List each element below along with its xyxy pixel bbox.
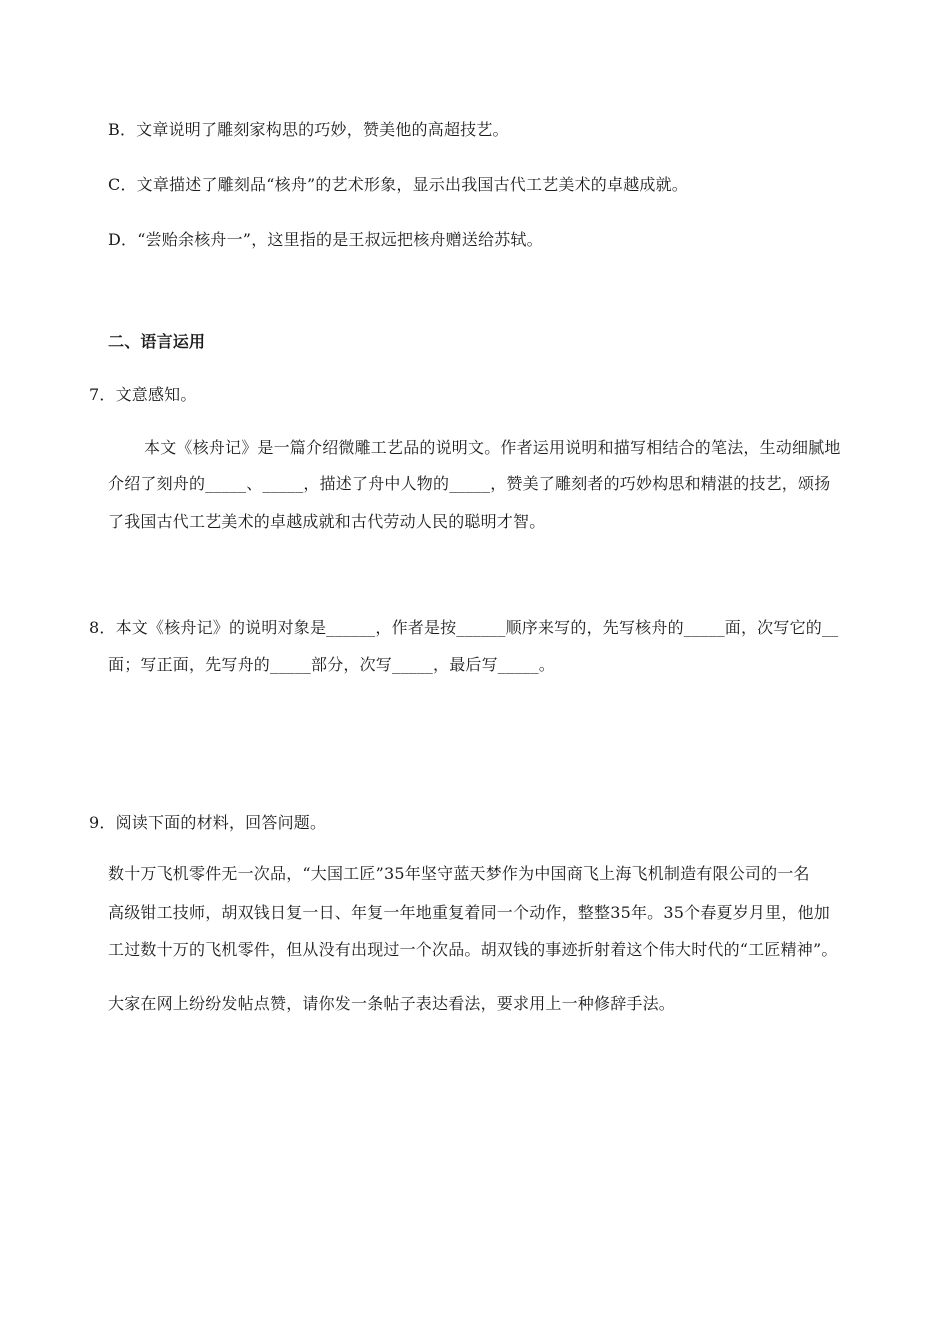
question-9-material-line-1: 数十万飞机零件无一次品，“大国工匠”35年坚守蓝天梦作为中国商飞上海飞机制造有限公司的一名 — [108, 864, 810, 883]
question-9-material-line-3: 工过数十万的飞机零件，但从没有出现过一个次品。胡双钱的事迹折射着这个伟大时代的“工匠精神”。 — [108, 940, 838, 959]
section-heading: 二、语言运用 — [108, 332, 206, 351]
option-d: D．“尝贻余核舟一”，这里指的是王叔远把核舟赠送给苏轼。 — [108, 230, 543, 249]
question-7-title: 7．文意感知。 — [89, 385, 197, 404]
option-c: C．文章描述了雕刻品“核舟”的艺术形象，显示出我国古代工艺美术的卓越成就。 — [108, 175, 689, 194]
question-8-line-1: 8．本文《核舟记》的说明对象是______，作者是按______顺序来写的，先写核舟的_____面，次写它的__ — [89, 618, 839, 637]
question-7-line-2: 介绍了刻舟的_____、_____，描述了舟中人物的_____，赞美了雕刻者的巧妙构思和精湛的技艺，颂扬 — [108, 474, 831, 493]
question-9-title: 9．阅读下面的材料，回答问题。 — [89, 813, 327, 832]
question-7-line-3: 了我国古代工艺美术的卓越成就和古代劳动人民的聪明才智。 — [108, 512, 546, 531]
question-7-line-1: 本文《核舟记》是一篇介绍微雕工艺品的说明文。作者运用说明和描写相结合的笔法，生动细腻地 — [144, 438, 841, 457]
question-9-material-line-2: 高级钳工技师，胡双钱日复一日、年复一年地重复着同一个动作，整整35年。35个春夏岁月里，他加 — [108, 903, 830, 922]
option-b: B．文章说明了雕刻家构思的巧妙，赞美他的高超技艺。 — [108, 120, 509, 139]
question-8-line-2: 面；写正面，先写舟的_____部分，次写_____，最后写_____。 — [108, 655, 556, 674]
question-9-prompt: 大家在网上纷纷发帖点赞，请你发一条帖子表达看法，要求用上一种修辞手法。 — [108, 994, 676, 1013]
